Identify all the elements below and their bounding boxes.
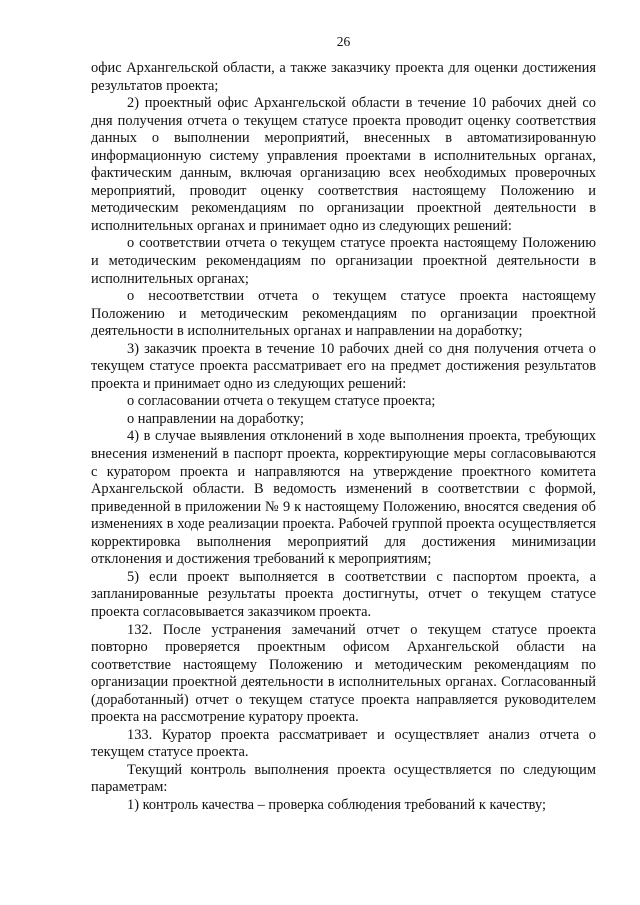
paragraph-decision-approval: о согласовании отчета о текущем статусе проекта;	[127, 393, 436, 410]
paragraph-decision-compliance: о соответствии отчета о текущем статусе проекта настоящему Положению и методическим рекомендациям по организации проектной деятельности в исполнительных органах;	[91, 235, 596, 287]
paragraph-item-3: 3) заказчик проекта в течение 10 рабочих дней со дня получения отчета о текущем статусе проекта рассматривает его на предмет достижения результатов проекта и принимает одно из следующих решений:	[91, 340, 596, 392]
paragraph-control-parameters: Текущий контроль выполнения проекта осуществляется по следующим параметрам:	[91, 761, 596, 796]
paragraph-continuation: офис Архангельской области, а также заказчику проекта для оценки достижения результатов проекта;	[91, 60, 596, 94]
paragraph-decision-revision: о направлении на доработку;	[127, 410, 305, 427]
paragraph-decision-noncompliance: о несоответствии отчета о текущем статусе проекта настоящему Положению и методическим рекомендациям по организации проектной деятельности в исполнительных органах и направлении на доработку;	[91, 288, 596, 340]
paragraph-item-2: 2) проектный офис Архангельской области в течение 10 рабочих дней со дня получения отчета о текущем статусе проекта проводит оценку соответствия данных о выполнении мероприятий, внесенных в автоматизированную информационную систему управления проектами в исполнительных органах, фактическим данным, включая организацию всех необходимых проверочных мероприятий, проводит оценку соответствия настоящему Положению и методическим рекомендациям по организации проектной деятельности в исполнительных органах и принимает одно из следующих решений:	[91, 95, 596, 234]
paragraph-item-4: 4) в случае выявления отклонений в ходе выполнения проекта, требующих внесения изменений в паспорт проекта, корректирующие меры согласовываются с куратором проекта и направляются на утверждение проектного комитета Архангельской области. В ведомость изменений в соответствии с формой, приведенной в приложении № 9 к настоящему Положению, вносятся сведения об изменениях в ходе реализации проекта. Рабочей группой проекта осуществляется корректировка выполнения мероприятий для достижения минимизации отклонения и достижения требований к мероприятиям;	[91, 428, 596, 568]
paragraph-quality-control: 1) контроль качества – проверка соблюдения требований к качеству;	[127, 796, 546, 813]
paragraph-section-133: 133. Куратор проекта рассматривает и осуществляет анализ отчета о текущем статусе проекта.	[91, 726, 596, 761]
paragraph-item-5: 5) если проект выполняется в соответствии с паспортом проекта, а запланированные результаты проекта достигнуты, отчет о текущем статусе проекта согласовывается заказчиком проекта.	[91, 568, 596, 620]
paragraph-section-132: 132. После устранения замечаний отчет о текущем статусе проекта повторно проверяется проектным офисом Архангельской области на соответствие настоящему Положению и методическим рекомендациям по организации проектной деятельности в исполнительных органах. Согласованный (доработанный) отчет о текущем статусе проекта направляется руководителем проекта на рассмотрение куратору проекта.	[91, 621, 596, 726]
page-number: 26	[336, 34, 351, 49]
